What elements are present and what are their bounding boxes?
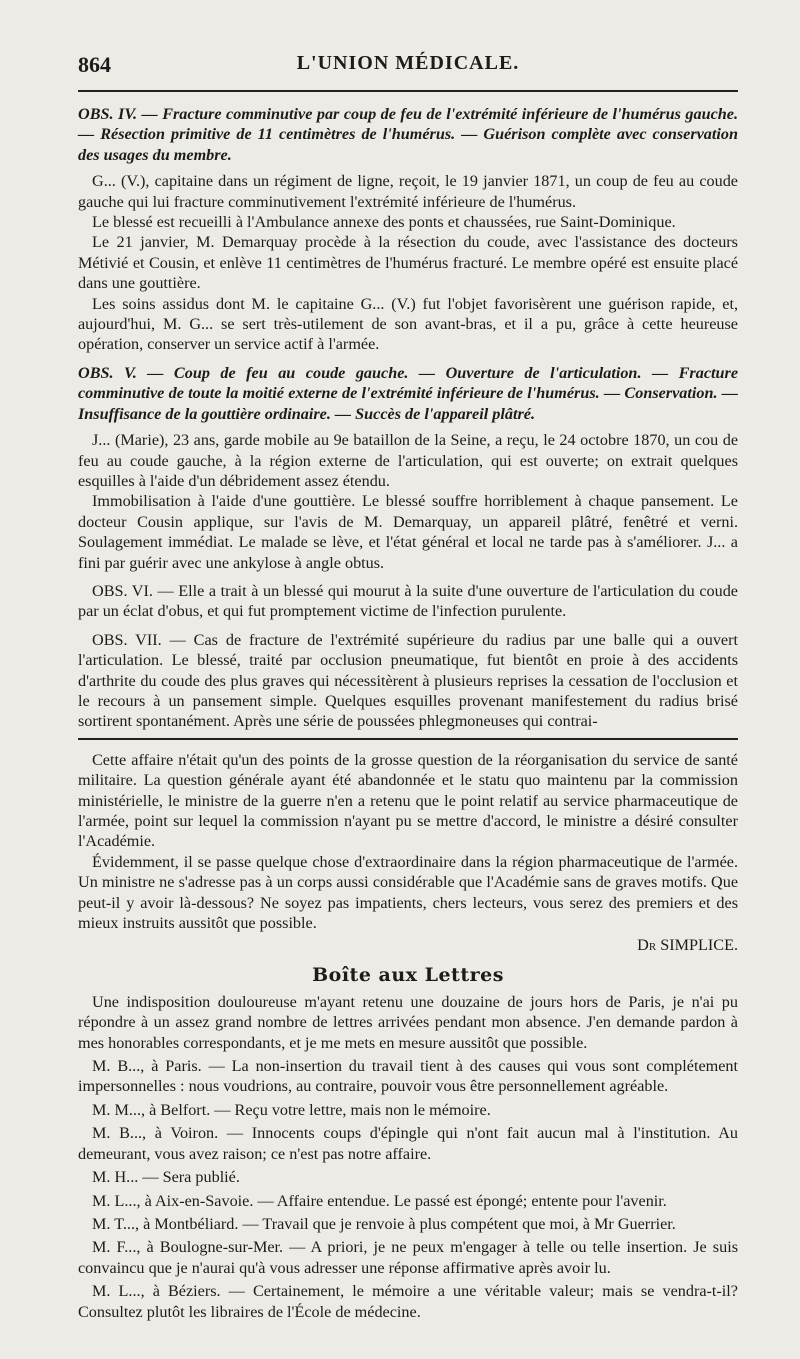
feuilleton-separator: [78, 738, 738, 740]
observation-4-paragraph: Le blessé est recueilli à l'Ambulance annexe des ponts et chaussées, rue Saint-Dominique.: [92, 213, 676, 232]
feuilleton: [78, 750, 738, 956]
observation-6-paragraph: OBS. VI. — Elle a trait à un blessé qui mourut à la suite d'une ouverture de l'articulation du coude par un éclat d'obus, et qui fut promptement victime de l'infection purulente.: [78, 581, 738, 621]
letter-reply: M. F..., à Boulogne-sur-Mer. — A priori, je ne peux m'engager à telle ou telle insertion. Je suis convaincu que je n'aurai qu'à vous adresser une réponse affirmative après avoir lu.: [78, 1238, 738, 1277]
observation-5-paragraph: Immobilisation à l'aide d'une gouttière. Le blessé souffre horriblement à chaque pansement. Le docteur Cousin applique, sur l'avis de M. Demarquay, un appareil plâtré, fenêtré et verni. Soulagement immédiat. Le malade se lève, et l'état général et local ne tarde pas à s'améliorer. J... a fini par guérir avec une ankylose à angle obtus.: [78, 492, 738, 572]
observation-7: [78, 630, 738, 732]
letter-reply: M. L..., à Aix-en-Savoie. — Affaire entendue. Le passé est épongé; entente pour l'avenir.: [92, 1191, 667, 1210]
letter-reply: M. L..., à Béziers. — Certainement, le mémoire a une véritable valeur; mais se vendra-t-il? Consultez plutôt les libraires de l'École de médecine.: [78, 1282, 738, 1321]
running-head: [78, 48, 738, 96]
journal-page: [0, 48, 800, 1359]
letter-reply: M. M..., à Belfort. — Reçu votre lettre, mais non le mémoire.: [92, 1100, 491, 1119]
observation-4: [78, 104, 738, 355]
mailbox-section: [78, 964, 738, 1322]
header-rule: [78, 90, 738, 92]
observation-4-paragraph: Le 21 janvier, M. Demarquay procède à la résection du coude, avec l'assistance des docteurs Métivié et Cousin, et enlève 11 centimètres de l'humérus fracturé. Le membre opéré est ensuite placé dans une gouttière.: [78, 233, 738, 293]
letter-reply: M. T..., à Montbéliard. — Travail que je renvoie à plus compétent que moi, à Mr Guerrier.: [92, 1214, 676, 1233]
observation-4-paragraph: G... (V.), capitaine dans un régiment de ligne, reçoit, le 19 janvier 1871, un coup de feu au coude gauche qui lui fracture comminutivement l'extrémité inférieure de l'humérus.: [78, 172, 738, 211]
mailbox-intro: Une indisposition douloureuse m'ayant retenu une douzaine de jours hors de Paris, je n'ai pu répondre à un assez grand nombre de lettres arrivées pendant mon absence. J'en demande pardon à mes honorables correspondants, et je me mets en mesure aussitôt que possible.: [78, 992, 738, 1052]
letter-reply: M. B..., à Paris. — La non-insertion du travail tient à des causes qui vous sont complétement impersonnelles : nous voudrions, au contraire, pouvoir vous être personnellement agréable.: [78, 1057, 738, 1096]
observation-7-paragraph: OBS. VII. — Cas de fracture de l'extrémité supérieure du radius par une balle qui a ouvert l'articulation. Le blessé, traité par occlusion pneumatique, fut bientôt en proie à des accidents d'arthrite du coude des plus graves qui nécessitèrent à plusieurs reprises la cessation de l'occlusion et le recours à un pansement simple. Quelques esquilles provenant manifestement du radius brisé sortirent spontanément. Après une série de poussées phlegmoneuses qui contrai-: [78, 630, 738, 731]
journal-title: L'UNION MÉDICALE.: [296, 52, 520, 74]
letter-reply: M. B..., à Voiron. — Innocents coups d'épingle qui n'ont fait aucun mal à l'institution. Au demeurant, vous avez raison; ce n'est pas notre affaire.: [78, 1124, 738, 1163]
feuilleton-paragraph: Cette affaire n'était qu'un des points de la grosse question de la réorganisation du service de santé militaire. La question générale ayant été abandonnée et le statu quo maintenu par la commission ministérielle, le ministre de la guerre n'en a retenu que le point relatif au service pharmaceutique de l'armée, point sur lequel la commission n'ayant pu se mettre d'accord, le ministre a désiré consulter l'Académie.: [78, 750, 738, 851]
observation-4-paragraph: Les soins assidus dont M. le capitaine G... (V.) fut l'objet favorisèrent une guérison rapide, et, aujourd'hui, M. G... se sert très-utilement de son avant-bras, et il a pu, grâce à cette heureuse opération, conserver un service actif à l'armée.: [78, 294, 738, 354]
observation-4-heading: OBS. IV. — Fracture comminutive par coup de feu de l'extrémité inférieure de l'humérus gauche. — Résection primitive de 11 centimètres de l'humérus. — Guérison complète avec conservation des usages du membre.: [78, 105, 738, 164]
letter-reply: M. H... — Sera publié.: [92, 1168, 240, 1187]
observation-6: [78, 581, 738, 622]
observation-5-heading: OBS. V. — Coup de feu au coude gauche. — Ouverture de l'articulation. — Fracture comminutive de toute la moitié externe de l'extrémité inférieure de l'humérus. — Conservation. — Insuffisance de la gouttière ordinaire. — Succès de l'appareil plâtré.: [78, 363, 738, 423]
feuilleton-signature: Dr SIMPLICE.: [637, 936, 738, 955]
observation-5: [78, 363, 738, 573]
feuilleton-paragraph: Évidemment, il se passe quelque chose d'extraordinaire dans la région pharmaceutique de l'armée. Un ministre ne s'adresse pas à un corps aussi considérable que l'Académie sans de graves motifs. Que peut-il y avoir là-dessous? Ne soyez pas impatients, chers lecteurs, vous serez des premiers et des mieux instruits aussitôt que possible.: [78, 852, 738, 933]
mailbox-title: Boîte aux Lettres: [312, 963, 504, 986]
page-number: 864: [78, 52, 111, 77]
observation-5-paragraph: J... (Marie), 23 ans, garde mobile au 9e bataillon de la Seine, a reçu, le 24 octobre 1870, un cou de feu au coude gauche, à la région externe de l'articulation, qui est ouverte; on extrait quelques esquilles à l'aide d'un débridement assez étendu.: [78, 431, 738, 490]
